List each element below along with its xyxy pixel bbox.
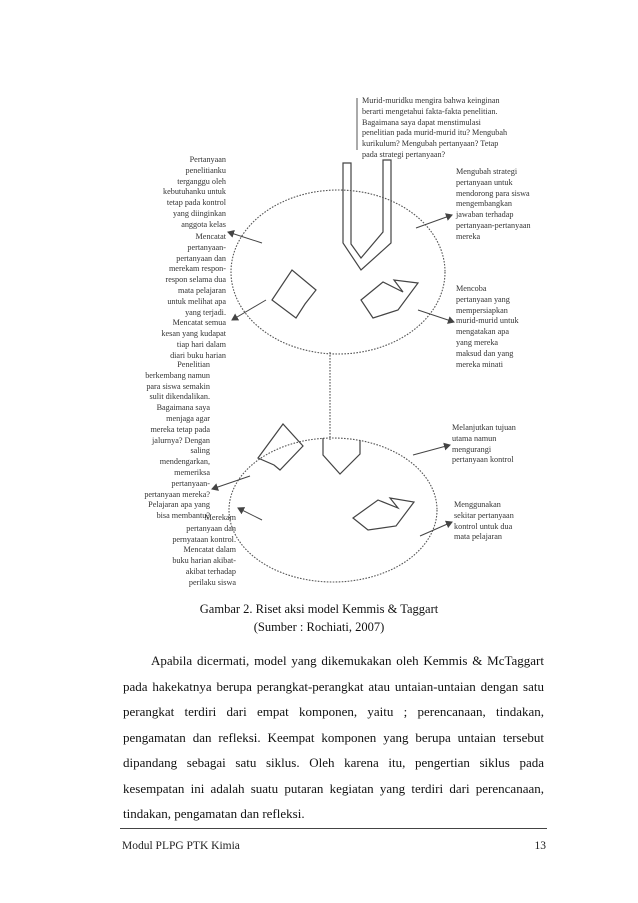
lower-observe-arrow	[353, 498, 414, 530]
leader-right-2	[418, 310, 454, 322]
leader-left-1	[228, 232, 262, 243]
label-lower-reflect: Penelitian berkembang namun para siswa semakin sulit dikendalikan. Bagaimana saya menjaga agar mereka tetap pada jalurnya? Dengan saling mendengarkan, memeriksa pertanyaan- pertanyaan mereka? Pelajaran apa yang bisa membantu?	[144, 360, 210, 521]
upper-cycle-ellipse	[231, 190, 445, 354]
leader-left-3	[212, 476, 250, 489]
label-upper-reflect: Pertanyaan penelitianku terganggu oleh kebutuhanku untuk tetap pada kontrol yang diinginkan anggota kelas	[163, 155, 226, 229]
footer-rule	[120, 828, 547, 829]
label-upper-observe: Mencatat pertanyaan- pertanyaan dan merekam respon- respon selama dua mata pelajaran untuk melihat apa yang terjadi. Mencatat semua kesan yang kudapat tiap hari dalam diari buku harian	[161, 232, 226, 360]
leader-left-2	[232, 300, 266, 320]
leader-left-4	[238, 508, 262, 520]
label-top-reflection: Murid-muridku mengira bahwa keinginan berarti mengetahui fakta-fakta penelitian. Bagaimana saya dapat menstimulasi penelitian pada murid-murid itu? Mengubah kurikulum? Mengubah pertanyaan? Tetap pada strategi pertanyaan?	[362, 96, 508, 159]
leader-right-4	[420, 522, 452, 536]
label-lower-observe: Merekam pertanyaan dan pernyataan kontrol. Mencatat dalam buku harian akibat- akibat terhadap perilaku siswa	[172, 513, 236, 587]
label-upper-plan: Mengubah strategi pertanyaan untuk mendorong para siswa mengembangkan jawaban terhadap pertanyaan-pertanyaan mereka	[456, 167, 531, 241]
upper-act-arrow	[272, 270, 316, 318]
upper-observe-arrow	[361, 280, 418, 318]
leader-right-1	[416, 215, 452, 228]
lower-act-arrow	[258, 424, 303, 470]
label-lower-plan: Melanjutkan tujuan utama namun mengurangi pertanyaan kontrol	[452, 423, 516, 465]
leader-right-3	[413, 445, 450, 455]
footer-module-title: Modul PLPG PTK Kimia	[122, 840, 240, 852]
page-number: 13	[534, 840, 546, 852]
figure-caption: Gambar 2. Riset aksi model Kemmis & Taggart	[199, 602, 439, 616]
upper-plan-arrow	[343, 160, 391, 270]
lower-plan-arrow	[323, 438, 360, 474]
label-lower-act: Menggunakan sekitar pertanyaan kontrol untuk dua mata pelajaran	[454, 500, 514, 542]
body-paragraph: Apabila dicermati, model yang dikemukakan oleh Kemmis & McTaggart pada hakekatnya berupa perangkat-perangkat atau untaian-untaian dengan satu perangkat terdiri dari empat komponen, yaitu ; perencanaan, tindakan, pengamatan dan refleksi. Keempat komponen yang berupa untaian tersebut dipandang sebagai satu siklus. Oleh karena itu, pengertian siklus pada kesempatan ini adalah suatu putaran kegiatan yang terdiri dari perencanaan, tindakan, pengamatan dan refleksi.	[123, 653, 544, 821]
figure-source: (Sumber : Rochiati, 2007)	[253, 620, 385, 634]
label-upper-act: Mencoba pertanyaan yang mempersiapkan murid-murid untuk mengatakan apa yang mereka maksud dan yang mereka minati	[456, 284, 519, 369]
